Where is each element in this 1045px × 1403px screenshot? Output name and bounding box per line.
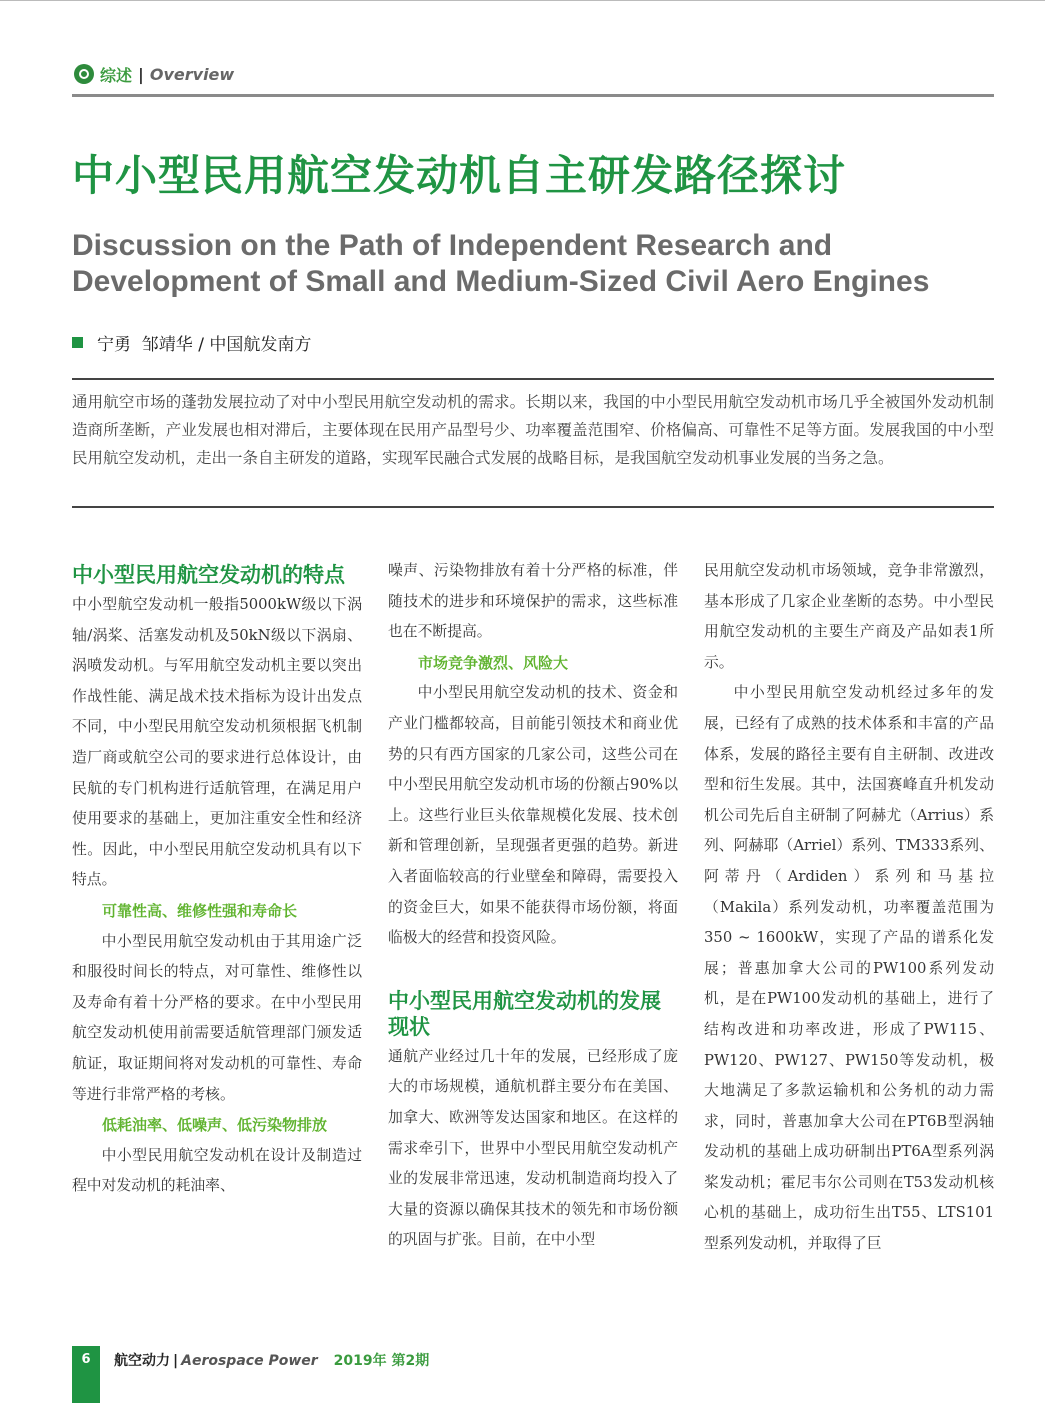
subheading: 市场竞争激烈、风险大: [418, 653, 569, 672]
journal-name-en: Aerospace Power: [181, 1353, 318, 1369]
article-title-en: [72, 228, 1012, 300]
spacer: [388, 954, 678, 980]
body-paragraph: 中小型航空发动机一般指5000kW级以下涡轴/涡桨、活塞发动机及50kN级以下涡扇、涡喷发动机。与军用航空发动机主要以突出作战性能、满足战术技术指标为设计出发点不同，中小型民用航空发动机须根据飞机制造厂商或航空公司的要求进行总体设计，由民航的专门机构进行适航管理，在满足用户使用要求的基础上，更加注重安全性和经济性。因此，中小型民用航空发动机具有以下特点。: [72, 596, 362, 889]
journal-separator: |: [173, 1353, 179, 1369]
journal-name-cn: 航空动力: [114, 1353, 170, 1369]
article-title-en-line1: Discussion on the Path of Independent Research and: [72, 229, 833, 262]
column-1: [72, 556, 362, 1202]
section-label-en: Overview: [149, 64, 235, 84]
section-heading: 中小型民用航空发动机的发展现状: [388, 988, 661, 1039]
section-label-cn: 综述: [100, 65, 133, 85]
article-title-en-line2: Development of Small and Medium-Sized Civil Aero Engines: [72, 265, 930, 298]
body-paragraph: 中小型民用航空发动机在设计及制造过程中对发动机的耗油率、: [72, 1146, 362, 1195]
page-footer: [72, 1346, 429, 1403]
section-heading: 中小型民用航空发动机的特点: [72, 563, 345, 587]
author-line: [72, 330, 311, 355]
abstract-top-rule: [72, 378, 994, 380]
body-paragraph: 中小型民用航空发动机经过多年的发展，已经有了成熟的技术体系和丰富的产品体系，发展的路径主要有自主研制、改进改型和衍生发展。其中，法国赛峰直升机发动机公司先后自主研制了阿赫尤（Arrius）系列、阿赫耶（Arriel）系列、TM333系列、阿蒂丹（Ardiden）系列和马基拉（Makila）系列发动机，功率覆盖范围为350 ~ 1600kW，实现了产品的谱系化发展；普惠加拿大公司的PW100系列发动机，是在PW100发动机的基础上，进行了结构改进和功率改进，形成了PW115、PW120、PW127、PW150等发动机，极大地满足了多款运输机和公务机的动力需求，同时，普惠加拿大公司在PT6B型涡轴发动机的基础上成功研制出PT6A型系列涡桨发动机；霍尼韦尔公司则在T53发动机核心机的基础上，成功衍生出T55、LTS101型系列发动机，并取得了巨: [704, 684, 994, 1253]
column-2: [388, 556, 678, 1256]
body-paragraph: 噪声、污染物排放有着十分严格的标准，伴随技术的进步和环境保护的需求，这些标准也在不断提高。: [388, 562, 678, 641]
journal-issue: 2019年 第2期: [333, 1353, 430, 1369]
authors: 宁勇 邹靖华 / 中国航发南方: [97, 335, 312, 355]
abstract: 通用航空市场的蓬勃发展拉动了对中小型民用航空发动机的需求。长期以来，我国的中小型民用航空发动机市场几乎全被国外发动机制造商所垄断，产业发展也相对滞后，主要体现在民用产品型号少、功率覆盖范围窄、价格偏高、可靠性不足等方面。发展我国的中小型民用航空发动机，走出一条自主研发的道路，实现军民融合式发展的战略目标，是我国航空发动机事业发展的当务之急。: [72, 393, 994, 467]
subheading: 可靠性高、维修性强和寿命长: [102, 901, 298, 920]
page-number: 6: [72, 1346, 100, 1403]
journal-name: [114, 1350, 429, 1370]
body-paragraph: 中小型民用航空发动机由于其用途广泛和服役时间长的特点，对可靠性、维修性以及寿命有着十分严格的要求。在中小型民用航空发动机使用前需要适航管理部门颁发适航证，取证期间将对发动机的可靠性、寿命等进行非常严格的考核。: [72, 932, 362, 1103]
section-label-separator: |: [138, 64, 144, 84]
journal-logo-icon: [74, 64, 94, 84]
top-border-line: [0, 0, 1045, 1]
body-paragraph: 通航产业经过几十年的发展，已经形成了庞大的市场规模，通航机群主要分布在美国、加拿大、欧洲等发达国家和地区。在这样的需求牵引下，世界中小型民用航空发动机产业的发展非常迅速，发动机制造商均投入了大量的资源以确保其技术的领先和市场份额的巩固与扩张。目前，在中小型: [388, 1047, 678, 1249]
body-paragraph: 中小型民用航空发动机的技术、资金和产业门槛都较高，目前能引领技术和商业优势的只有西方国家的几家公司，这些公司在中小型民用航空发动机市场的份额占90%以上。这些行业巨头依靠规模化发展、技术创新和管理创新，呈现强者更强的趋势。新进入者面临较高的行业壁垒和障碍，需要投入的资金巨大，如果不能获得市场份额，将面临极大的经营和投资风险。: [388, 684, 678, 947]
subheading: 低耗油率、低噪声、低污染物排放: [102, 1116, 328, 1135]
bullet-square-icon: [72, 337, 83, 348]
header-rule: [72, 94, 994, 97]
article-title-cn: 中小型民用航空发动机自主研发路径探讨: [72, 151, 847, 200]
abstract-bottom-rule: [72, 506, 994, 508]
section-tag: [74, 62, 234, 86]
body-paragraph: 民用航空发动机市场领域，竞争非常激烈，基本形成了几家企业垄断的态势。中小型民用航空发动机的主要生产商及产品如表1所示。: [704, 562, 994, 671]
column-3: [704, 556, 994, 1260]
